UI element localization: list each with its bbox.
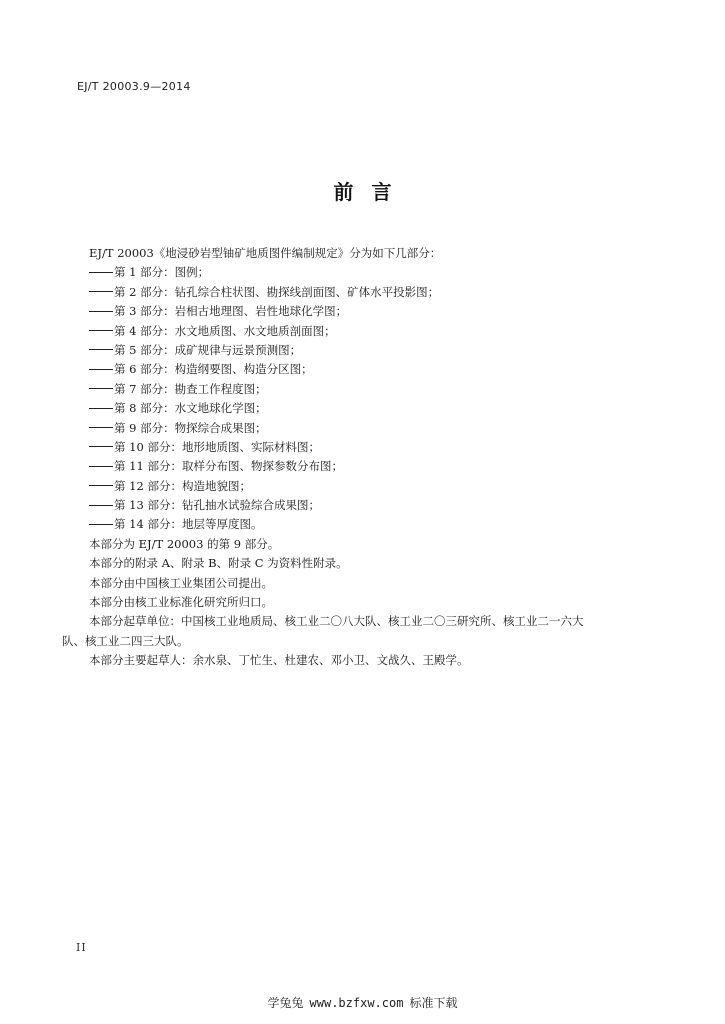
footer-watermark: [0, 994, 725, 1011]
part-text: 第 10 部分：地形地质图、实际材料图；: [114, 439, 320, 454]
drafters-statement: 本部分主要起草人：余水泉、丁忙生、杜建农、邓小卫、文战久、王殿学。: [89, 653, 469, 668]
part-text: 第 7 部分：勘查工作程度图；: [114, 381, 267, 396]
part-text: 第 6 部分：构造纲要图、构造分区图；: [114, 362, 313, 377]
part-item: [72, 515, 672, 534]
part-text: 第 14 部分：地层等厚度图。: [114, 517, 263, 532]
intro-paragraph: EJ/T 20003《地浸砂岩型铀矿地质图件编制规定》分为如下几部分：: [89, 246, 442, 260]
standard-code: EJ/T 20003.9—2014: [77, 80, 191, 93]
part-item: [72, 496, 672, 515]
drafting-units-line-1: 本部分起草单位：中国核工业地质局、核工业二〇八大队、核工业二〇三研究所、核工业二一六大: [89, 614, 584, 629]
em-dash: [89, 524, 113, 525]
em-dash: [89, 446, 113, 447]
part-text: 第 1 部分：图例；: [114, 265, 210, 280]
part-text: 第 11 部分：取样分布图、物探参数分布图；: [114, 459, 343, 474]
footer-brand: 学兔兔: [267, 996, 304, 1010]
this-part-statement: 本部分为 EJ/T 20003 的第 9 部分。: [89, 536, 280, 551]
page-title: 前言: [333, 180, 410, 204]
proposed-by-statement: 本部分由中国核工业集团公司提出。: [89, 575, 273, 590]
em-dash: [89, 272, 113, 273]
managed-by-statement: 本部分由核工业标准化研究所归口。: [89, 595, 273, 610]
part-item: [72, 283, 672, 302]
em-dash: [89, 311, 113, 312]
em-dash: [89, 349, 113, 350]
footer-site-link[interactable]: www.bzfxw.com: [309, 996, 404, 1010]
em-dash: [89, 427, 113, 428]
foreword-body: [62, 244, 672, 671]
part-text: 第 12 部分：构造地貌图；: [114, 478, 251, 493]
part-text: 第 2 部分：钻孔综合柱状图、勘探线剖面图、矿体水平投影图；: [114, 284, 440, 299]
part-text: 第 9 部分：物探综合成果图；: [114, 420, 267, 435]
part-item: [72, 457, 672, 476]
em-dash: [89, 291, 113, 292]
em-dash: [89, 388, 113, 389]
part-text: 第 3 部分：岩相古地理图、岩性地球化学图；: [114, 304, 348, 319]
part-text: 第 4 部分：水文地质图、水文地质剖面图；: [114, 323, 336, 338]
part-item: [72, 360, 672, 379]
part-item: [72, 438, 672, 457]
part-text: 第 5 部分：成矿规律与远景预测图；: [114, 342, 302, 357]
footer-tagline: 标准下载: [409, 996, 458, 1010]
part-text: 第 13 部分：钻孔抽水试验综合成果图；: [114, 498, 320, 513]
em-dash: [89, 466, 113, 467]
part-text: 第 8 部分：水文地球化学图；: [114, 401, 267, 416]
part-item: [72, 380, 672, 399]
appendix-statement: 本部分的附录 A、附录 B、附录 C 为资料性附录。: [89, 556, 348, 571]
part-item: [72, 263, 672, 282]
page-number: II: [76, 941, 87, 954]
part-item: [72, 477, 672, 496]
em-dash: [89, 485, 113, 486]
em-dash: [89, 505, 113, 506]
part-item: [72, 399, 672, 418]
em-dash: [89, 369, 113, 370]
part-item: [72, 419, 672, 438]
em-dash: [89, 330, 113, 331]
drafting-units-line-2: 队、核工业二四三大队。: [62, 633, 189, 648]
part-item: [72, 341, 672, 360]
part-item: [72, 322, 672, 341]
part-item: [72, 302, 672, 321]
em-dash: [89, 408, 113, 409]
